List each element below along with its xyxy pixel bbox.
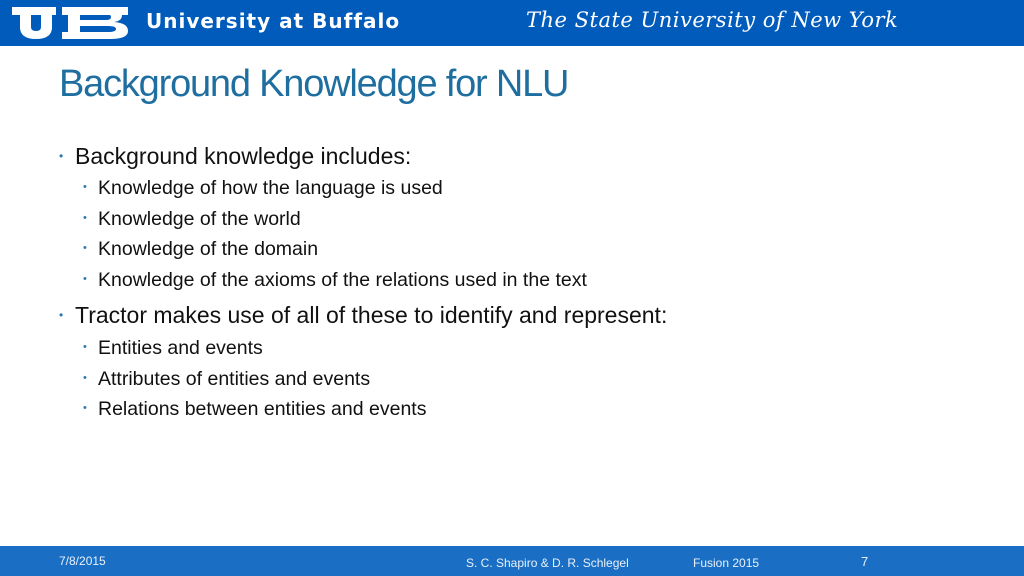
sub-bullet-text: Knowledge of how the language is used bbox=[98, 177, 443, 199]
university-name: University at Buffalo bbox=[146, 9, 401, 33]
sub-bullet-text: Knowledge of the axioms of the relations used in the text bbox=[98, 269, 587, 291]
bullet-dot-icon: • bbox=[83, 402, 87, 414]
bullet-dot-icon: • bbox=[83, 341, 87, 353]
footer-authors: S. C. Shapiro & D. R. Schlegel bbox=[466, 556, 629, 570]
bullet-item bbox=[59, 143, 412, 170]
bullet-dot-icon: • bbox=[83, 212, 87, 224]
sub-bullet-item bbox=[83, 368, 371, 391]
sub-bullet-item bbox=[83, 177, 443, 200]
bullet-text: Background knowledge includes: bbox=[75, 143, 412, 169]
ub-logo bbox=[10, 5, 132, 41]
sub-bullet-item bbox=[83, 208, 301, 231]
slide-title: Background Knowledge for NLU bbox=[59, 63, 569, 105]
footer-band bbox=[0, 546, 1024, 576]
sub-bullet-item bbox=[83, 238, 319, 261]
sub-bullet-text: Knowledge of the domain bbox=[98, 238, 319, 260]
sub-bullet-text: Knowledge of the world bbox=[98, 208, 301, 230]
sub-bullet-text: Entities and events bbox=[98, 337, 263, 359]
bullet-text: Tractor makes use of all of these to identify and represent: bbox=[75, 302, 668, 328]
page-number: 7 bbox=[861, 554, 869, 569]
footer-date: 7/8/2015 bbox=[59, 554, 106, 568]
bullet-item bbox=[59, 302, 668, 329]
header-band bbox=[0, 0, 1024, 46]
sub-bullet-item bbox=[83, 398, 427, 421]
bullet-dot-icon: • bbox=[83, 242, 87, 254]
sub-bullet-item bbox=[83, 337, 263, 360]
bullet-dot-icon: • bbox=[59, 308, 64, 322]
bullet-dot-icon: • bbox=[83, 181, 87, 193]
sub-bullet-text: Attributes of entities and events bbox=[98, 368, 371, 390]
university-subtitle: The State University of New York bbox=[526, 8, 899, 32]
sub-bullet-item bbox=[83, 269, 587, 292]
sub-bullet-text: Relations between entities and events bbox=[98, 398, 427, 420]
footer-event: Fusion 2015 bbox=[693, 556, 760, 570]
bullet-dot-icon: • bbox=[59, 149, 64, 163]
bullet-dot-icon: • bbox=[83, 273, 87, 285]
bullet-dot-icon: • bbox=[83, 372, 87, 384]
